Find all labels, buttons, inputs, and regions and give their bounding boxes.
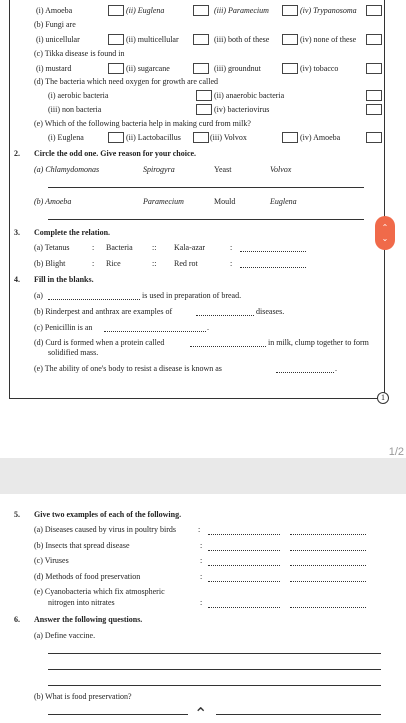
q3-a-sep-2: :: [152, 243, 157, 252]
q4-c-blank[interactable] [104, 331, 206, 332]
q2-b-item-4: Euglena [270, 197, 297, 206]
q1-row3-checkbox-b[interactable] [193, 63, 209, 74]
q1-row1-checkbox-c[interactable] [282, 5, 298, 16]
q4-c-suffix: . [207, 323, 209, 332]
q1-row5-checkbox-d[interactable] [366, 132, 382, 143]
q1-row1-checkbox-a[interactable] [108, 5, 124, 16]
q3-a-term-2: Bacteria [106, 243, 133, 252]
q1-d-opt-1: (i) aerobic bacteria [48, 91, 109, 100]
q3-b-sep-3: : [230, 259, 233, 268]
q1-row2-opt-b: (ii) multicellular [126, 35, 179, 44]
q3-b-answer-blank[interactable] [240, 267, 306, 268]
q2-b-item-1: (b) Amoeba [34, 197, 72, 206]
q5-item-e: (e) Cyanobacteria which fix atmospheric [34, 587, 165, 596]
q1-row5-checkbox-c[interactable] [282, 132, 298, 143]
chevron-down-icon: ⌄ [381, 234, 389, 243]
q1-d-checkbox-4[interactable] [366, 104, 382, 115]
q5-c-blank-1[interactable] [208, 565, 280, 566]
q2-title: Circle the odd one. Give reason for your choice. [34, 149, 197, 158]
scroll-nav-button[interactable] [375, 216, 395, 250]
q5-a-blank-2[interactable] [290, 534, 366, 535]
q5-number: 5. [14, 510, 20, 519]
q4-b-suffix: diseases. [256, 307, 285, 316]
q2-b-answer-line[interactable] [48, 219, 364, 220]
q1-d-checkbox-2[interactable] [366, 90, 382, 101]
q6-b-question: (b) What is food preservation? [34, 692, 132, 701]
chevron-up-icon: ⌃ [381, 223, 389, 232]
q2-b-item-2: Paramecium [143, 197, 184, 206]
q1-d-opt-3: (iii) non bacteria [48, 105, 102, 114]
q1-row5-opt-b: (ii) Lactobacillus [126, 133, 181, 142]
q5-item-d-colon: : [200, 572, 203, 581]
q5-item-c-colon: : [200, 556, 203, 565]
q1-row2-opt-d: (iv) none of these [300, 35, 357, 44]
q1-row1-opt-a: (i) Amoeba [36, 6, 73, 15]
q3-b-sep-2: :: [152, 259, 157, 268]
q1-d-opt-4: (iv) bacteriovirus [214, 105, 270, 114]
q4-b-prefix: (b) Rinderpest and anthrax are examples of [34, 307, 173, 316]
q1-d-opt-2: (ii) anaerobic bacteria [214, 91, 285, 100]
page1-left-border [9, 0, 10, 398]
q4-e-blank[interactable] [276, 372, 334, 373]
q1-row1-checkbox-d[interactable] [366, 5, 382, 16]
q1-e-label: (e) Which of the following bacteria help in making curd from milk? [34, 119, 251, 128]
q2-a-answer-line[interactable] [48, 187, 364, 188]
q2-a-item-4: Volvox [270, 165, 292, 174]
q5-item-b-colon: : [200, 541, 203, 550]
q4-a-suffix: is used in preparation of bread. [142, 291, 242, 300]
q4-e-suffix: . [335, 364, 337, 373]
q3-a-sep-3: : [230, 243, 233, 252]
q4-d-suffix: in milk, clump together to form [268, 338, 369, 347]
q5-item-c: (c) Viruses [34, 556, 69, 565]
q6-a-question: (a) Define vaccine. [34, 631, 96, 640]
q1-row5-checkbox-a[interactable] [108, 132, 124, 143]
q5-e-blank-2[interactable] [290, 607, 366, 608]
q6-title: Answer the following questions. [34, 615, 143, 624]
q3-title: Complete the relation. [34, 228, 111, 237]
q1-row3-checkbox-a[interactable] [108, 63, 124, 74]
q6-b-answer-line-2[interactable] [216, 714, 381, 715]
q6-a-answer-line-2[interactable] [48, 669, 381, 670]
q6-b-answer-line-1[interactable] [48, 714, 188, 715]
q1-row1-opt-b: (ii) Euglena [126, 6, 165, 15]
q4-e-prefix: (e) The ability of one's body to resist a disease is known as [34, 364, 222, 373]
q1-d-checkbox-3[interactable] [196, 104, 212, 115]
q3-b-term-1: (b) Blight [34, 259, 66, 268]
q2-a-item-2: Spirogyra [143, 165, 175, 174]
q1-row1-opt-d: (iv) Trypanosoma [300, 6, 357, 15]
q1-c-label: (c) Tikka disease is found in [34, 49, 125, 58]
page-marker-circle: 1 [377, 392, 389, 404]
q5-title: Give two examples of each of the following. [34, 510, 182, 519]
q1-row2-checkbox-c[interactable] [282, 34, 298, 45]
q4-title: Fill in the blanks. [34, 275, 94, 284]
q1-row3-opt-c: (iii) groundnut [214, 64, 261, 73]
q5-item-e-colon: : [200, 598, 203, 607]
q1-row3-opt-a: (i) mustard [36, 64, 72, 73]
q3-b-sep-1: : [92, 259, 95, 268]
q1-d-checkbox-1[interactable] [196, 90, 212, 101]
q1-row3-opt-d: (iv) tobacco [300, 64, 339, 73]
q1-row3-checkbox-c[interactable] [282, 63, 298, 74]
q1-row1-opt-c: (iii) Paramecium [214, 6, 269, 15]
q5-item-d: (d) Methods of food preservation [34, 572, 141, 581]
q1-b-label: (b) Fungi are [34, 20, 76, 29]
chevron-up-icon[interactable]: ⌃ [194, 704, 208, 723]
page1-right-border [384, 0, 385, 398]
q4-a-blank[interactable] [48, 299, 140, 300]
q2-a-item-3: Yeast [214, 165, 232, 174]
q5-d-blank-1[interactable] [208, 581, 280, 582]
q4-b-blank[interactable] [196, 315, 254, 316]
q3-b-term-3: Red rot [174, 259, 198, 268]
q1-row5-checkbox-b[interactable] [193, 132, 209, 143]
page1-bottom-border [9, 398, 385, 399]
q3-b-term-2: Rice [106, 259, 121, 268]
q4-c-prefix: (c) Penicillin is an [34, 323, 93, 332]
q1-row1-checkbox-b[interactable] [193, 5, 209, 16]
q1-row2-checkbox-a[interactable] [108, 34, 124, 45]
q6-number: 6. [14, 615, 20, 624]
q1-row3-checkbox-d[interactable] [366, 63, 382, 74]
q5-e-blank-1[interactable] [208, 607, 280, 608]
q2-a-item-1: (a) Chlamydomonas [34, 165, 100, 174]
q1-row2-opt-a: (i) unicellular [36, 35, 80, 44]
page-indicator: 1/2 [388, 446, 404, 458]
q6-a-answer-line-1[interactable] [48, 653, 381, 654]
q4-number: 4. [14, 275, 20, 284]
q3-a-sep-1: : [92, 243, 95, 252]
q1-row2-checkbox-d[interactable] [366, 34, 382, 45]
page-gap [0, 458, 406, 494]
q2-b-item-3: Mould [214, 197, 236, 206]
q4-d-prefix: (d) Curd is formed when a protein called [34, 338, 165, 347]
q3-a-answer-blank[interactable] [240, 251, 306, 252]
q1-row2-opt-c: (iii) both of these [214, 35, 270, 44]
q1-d-label: (d) The bacteria which need oxygen for growth are called [34, 77, 218, 86]
q5-b-blank-2[interactable] [290, 550, 366, 551]
q1-row3-opt-b: (ii) sugarcane [126, 64, 170, 73]
q5-item-a-colon: : [198, 525, 201, 534]
q1-row5-opt-d: (iv) Amoeba [300, 133, 341, 142]
q5-item-e-line2: nitrogen into nitrates [48, 598, 115, 607]
q3-a-term-1: (a) Tetanus [34, 243, 70, 252]
q1-row2-checkbox-b[interactable] [193, 34, 209, 45]
q6-a-answer-line-3[interactable] [48, 685, 381, 686]
q5-b-blank-1[interactable] [208, 550, 280, 551]
q5-item-a: (a) Diseases caused by virus in poultry birds [34, 525, 176, 534]
q5-item-b: (b) Insects that spread disease [34, 541, 130, 550]
q4-d-line2: solidified mass. [48, 348, 99, 357]
q5-d-blank-2[interactable] [290, 581, 366, 582]
q2-number: 2. [14, 149, 20, 158]
q3-number: 3. [14, 228, 20, 237]
q5-a-blank-1[interactable] [208, 534, 280, 535]
q4-a-prefix: (a) [34, 291, 43, 300]
q1-row5-opt-a: (i) Euglena [48, 133, 84, 142]
q1-row5-opt-c: (iii) Volvox [210, 133, 247, 142]
q5-c-blank-2[interactable] [290, 565, 366, 566]
q4-d-blank[interactable] [190, 346, 266, 347]
q3-a-term-3: Kala-azar [174, 243, 206, 252]
